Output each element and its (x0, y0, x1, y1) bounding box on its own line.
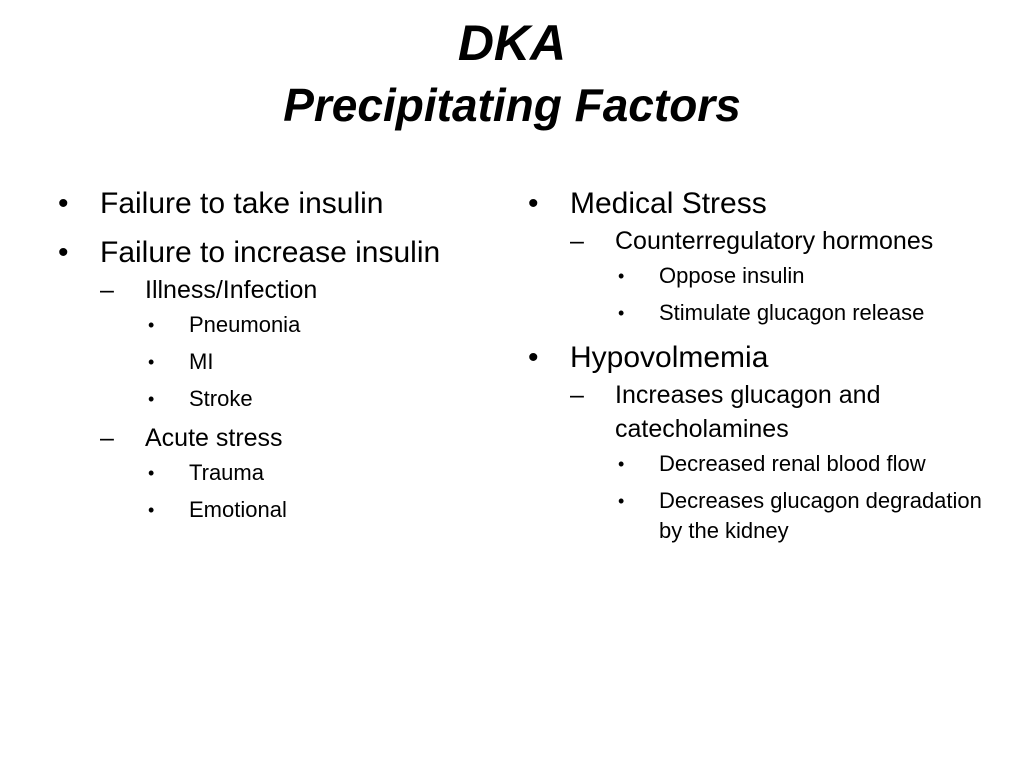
sub-sub-bullet-pneumonia: • Pneumonia (145, 310, 508, 340)
bullet-failure-increase-insulin-label: Failure to increase insulin (100, 236, 441, 269)
bullet-failure-increase-insulin (58, 235, 508, 271)
left-column (58, 186, 508, 532)
sub-sub-bullet-stimulate-glucagon: • Stimulate glucagon release (615, 298, 998, 328)
sub-sub-bullet-oppose-insulin: • Oppose insulin (615, 261, 998, 291)
bullet-failure-take-insulin: • Failure to take insulin (58, 186, 508, 222)
sub-bullet-acute-stress: – Acute stress (100, 421, 508, 455)
sub-bullet-illness-infection: – Illness/Infection (100, 273, 508, 307)
sub-bullet-increases-glucagon: – Increases glucagon and catecholamines (570, 378, 998, 446)
sub-sub-bullet-decreased-renal-blood-flow: • Decreased renal blood flow (615, 449, 998, 479)
title-dka: DKA (457, 15, 567, 71)
sub-sub-bullet-stroke: • Stroke (145, 384, 508, 414)
sub-sub-bullet-mi: • MI (145, 347, 508, 377)
bullet-medical-stress: • Medical Stress (528, 186, 998, 222)
right-column (528, 186, 998, 553)
sub-sub-bullet-decreases-glucagon-degradation: • Decreases glucagon degradation by the kidney (615, 486, 998, 546)
bullet-hypovolmemia: • Hypovolmemia (528, 340, 998, 376)
slide-title (0, 12, 1024, 136)
sub-bullet-counterregulatory-hormones: – Counterregulatory hormones (570, 224, 998, 258)
sub-sub-bullet-trauma: • Trauma (145, 458, 508, 488)
sub-sub-bullet-emotional: • Emotional (145, 495, 508, 525)
title-precipitating-factors: Precipitating Factors (283, 79, 741, 131)
